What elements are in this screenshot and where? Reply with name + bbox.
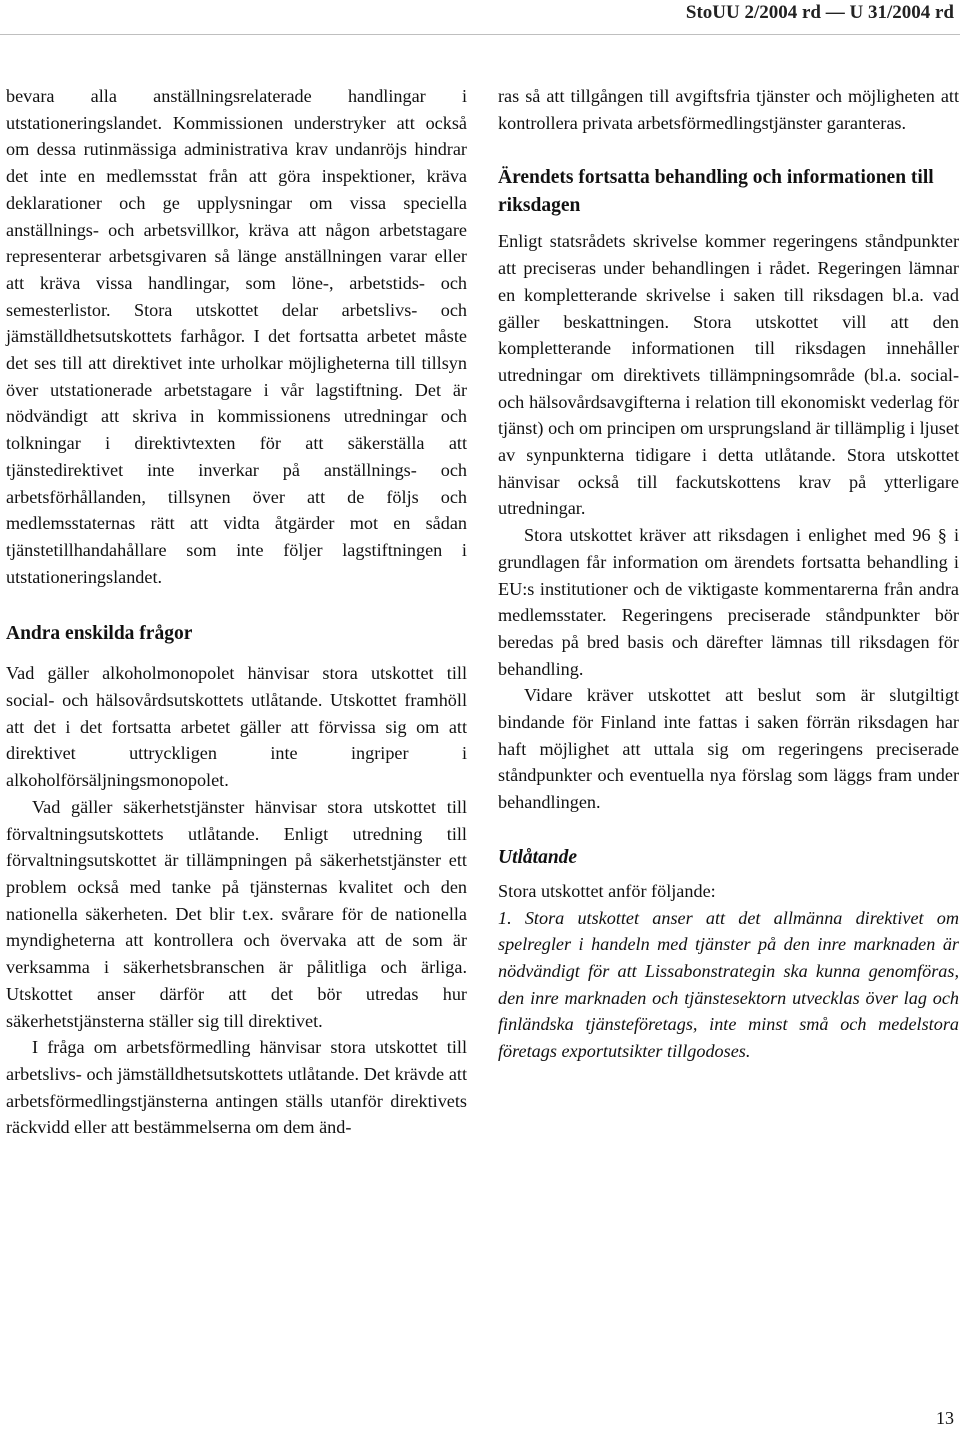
heading-arendets-fortsatta-behandling: Ärendets fortsatta behandling och informationen till riksdagen [498, 167, 934, 217]
statement-lead: Stora utskottet anför följande: [498, 880, 716, 901]
right-paragraph-4: Vidare kräver utskottet att beslut som är slutgiltigt bindande för Finland inte fattas i saken förrän riksdagen har haft möjlighet att uttala sig om regeringens preciserade ståndpunkter och eventuella nya förslag som läggs fram under behandlingen. [498, 685, 959, 813]
header-rule [0, 34, 960, 35]
right-column [498, 83, 959, 1065]
left-paragraph-4: I fråga om arbetsförmedling hänvisar stora utskottet till arbetslivs- och jämställdhetsutskottets utlåtande. Det krävde att arbetsförmedlingstjänsterna antingen ställs utanför direktivets räckvidd eller att bestämmelserna om dem änd- [6, 1037, 467, 1138]
left-paragraph-2: Vad gäller alkoholmonopolet hänvisar stora utskottet till social- och hälsovårdsutskottets utlåtande. Utskottet framhöll att det i det fortsatta arbetet gäller att förvissa sig om att direktivet uttryckligen inte ingriper i alkoholförsäljningsmonopolet. [6, 663, 467, 791]
left-paragraph-1: bevara alla anställningsrelaterade handlingar i utstationeringslandet. Kommissionen understryker att också om dessa rutinmässiga administrativa krav undanröjs hindrar det inte en medlemsstat från att göra inspektioner, kräva deklarationer och ge upplysningar om vissa speciella anställnings- och arbetsvillkor, kräva att någon arbetstagare representerar arbetsgivaren så länge anställningen varar eller att kräva vissa handlingar, som löne-, arbetstids- och semesterlistor. Stora utskottet delar arbetslivs- och jämställdhetsutskottets farhågor. I det fortsatta arbetet måste det ses till att direktivet inte urholkar möjligheterna till tillsyn över utstationerade arbetstagare i vår lagstiftning. Det är nödvändigt att skriva in kommissionens utredningar och tolkningar i direktivtexten för att säkerställa att tjänstedirektivet inte inverkar på anställnings- och arbetsförhållanden, tillsynen över att de följs och medlemsstaternas rätt att vidta åtgärder mot en sådan tjänstetillhandahållare som inte följer lagstiftningen i utstationeringslandet. [6, 86, 467, 587]
heading-andra-enskilda-fragor: Andra enskilda frågor [6, 623, 193, 645]
page-number: 13 [936, 1408, 954, 1428]
heading-utlatande: Utlåtande [498, 846, 578, 868]
right-paragraph-2: Enligt statsrådets skrivelse kommer regeringens ståndpunkter att preciseras under behandlingen i rådet. Regeringen lämnar en kompletterande skrivelse i saken till riksdagen bl.a. vad gäller beskattningen. Stora utskottet vill att den kompletterande informationen till riksdagen innehåller utredningar om direktivets tillämpningsområde (bl.a. social- och hälsovårdsavgifterna i relation till ekonomiskt vederlag för tjänst) och om principen om ursprungsland är tillämplig i ljuset av synpunkterna tidigare i detta utlåtande. Stora utskottet hänvisar också till fackutskottens krav på ytterligare utredningar. [498, 231, 959, 519]
right-paragraph-3: Stora utskottet kräver att riksdagen i enlighet med 96 § i grundlagen får information om ärendets fortsatta behandling i EU:s institutioner och de viktigaste kommentarerna från andra medlemsstater. Regeringens preciserade ståndpunkter bör beredas på bred basis och därefter lämnas till riksdagen för behandling. [498, 525, 959, 679]
running-header: StoUU 2/2004 rd — U 31/2004 rd [685, 2, 954, 23]
right-paragraph-1: ras så att tillgången till avgiftsfria tjänster och möjligheten att kontrollera privata arbetsförmedlingstjänster garanteras. [498, 86, 959, 133]
left-column [6, 83, 467, 1141]
left-paragraph-3: Vad gäller säkerhetstjänster hänvisar stora utskottet till förvaltningsutskottets utlåtande. Enligt utredning till förvaltningsutskottet är tillämpningen på säkerhetstjänster ett problem också med tanke på tjänsternas kvalitet och den nationella säkerheten. Det blir t.ex. svårare för de nationella myndigheterna att kontrollera och övervaka att de som är verksamma i säkerhetsbranschen är pålitliga och ärliga. Utskottet anser därför att det bör utredas hur säkerhetstjänsterna ställer sig till direktivet. [6, 796, 467, 1031]
statement-point-1: 1. Stora utskottet anser att det allmänna direktivet om spelregler i handeln med tjänster på den inre marknaden är nödvändigt för att Lissabonstrategin ska kunna genomföras, den inre marknaden och tjänstesektorn utvecklas över lag och finländska tjänsteföretags, inte minst små och medelstora företags exportutsikter tillgodoses. [498, 907, 959, 1062]
